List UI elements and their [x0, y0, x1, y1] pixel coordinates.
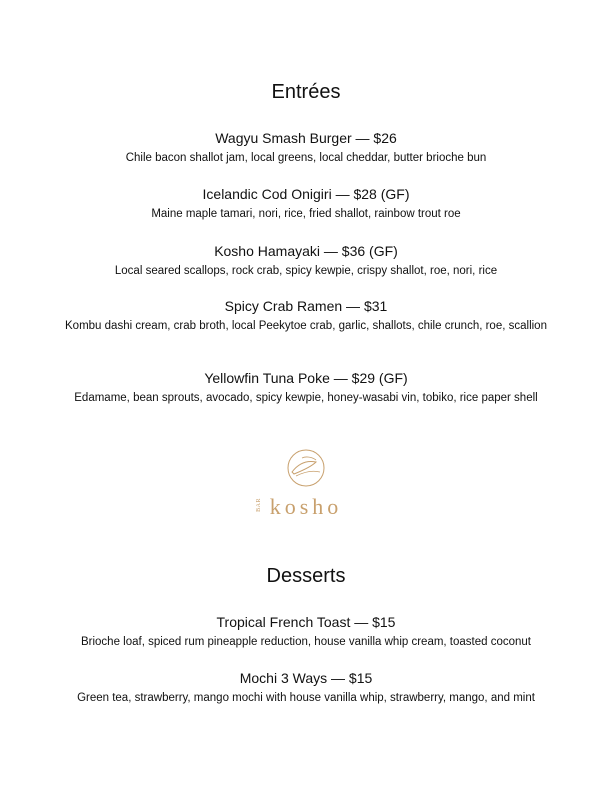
item-name: Yellowfin Tuna Poke — $29 (GF)	[204, 370, 408, 386]
bar-kosho-logo	[246, 446, 366, 526]
item-description: Local seared scallops, rock crab, spicy kewpie, crispy shallot, roe, nori, rice	[114, 265, 498, 277]
menu-item	[40, 669, 572, 707]
item-name: Mochi 3 Ways — $15	[239, 670, 373, 686]
menu-item	[60, 185, 552, 223]
menu-item	[60, 129, 552, 167]
item-description: Brioche loaf, spiced rum pineapple reduction, house vanilla whip cream, toasted coconut	[80, 636, 532, 648]
item-name: Wagyu Smash Burger — $26	[215, 130, 397, 146]
item-name: Tropical French Toast — $15	[216, 614, 396, 630]
menu-item	[60, 297, 552, 335]
item-description: Green tea, strawberry, mango mochi with house vanilla whip, strawberry, mango, and mint	[77, 692, 535, 704]
item-description: Chile bacon shallot jam, local greens, local cheddar, butter brioche bun	[125, 152, 487, 164]
item-name: Kosho Hamayaki — $36 (GF)	[214, 243, 398, 259]
logo-emblem-icon	[246, 446, 366, 496]
item-description: Edamame, bean sprouts, avocado, spicy kewpie, honey-wasabi vin, tobiko, rice paper shell	[74, 392, 538, 404]
item-name: Spicy Crab Ramen — $31	[224, 298, 388, 314]
menu-item	[40, 369, 572, 407]
item-description: Kombu dashi cream, crab broth, local Peekytoe crab, garlic, shallots, chile crunch, roe, scallion	[65, 320, 547, 332]
logo-wordmark: kosho	[269, 494, 343, 519]
entrees-heading: Entrées	[271, 81, 341, 103]
item-description: Maine maple tamari, nori, rice, fried shallot, rainbow trout roe	[151, 208, 461, 220]
menu-item	[40, 613, 572, 651]
logo-small-text: BAR	[256, 498, 262, 512]
menu-item	[60, 242, 552, 280]
desserts-heading: Desserts	[266, 565, 346, 587]
item-name: Icelandic Cod Onigiri — $28 (GF)	[202, 186, 410, 202]
